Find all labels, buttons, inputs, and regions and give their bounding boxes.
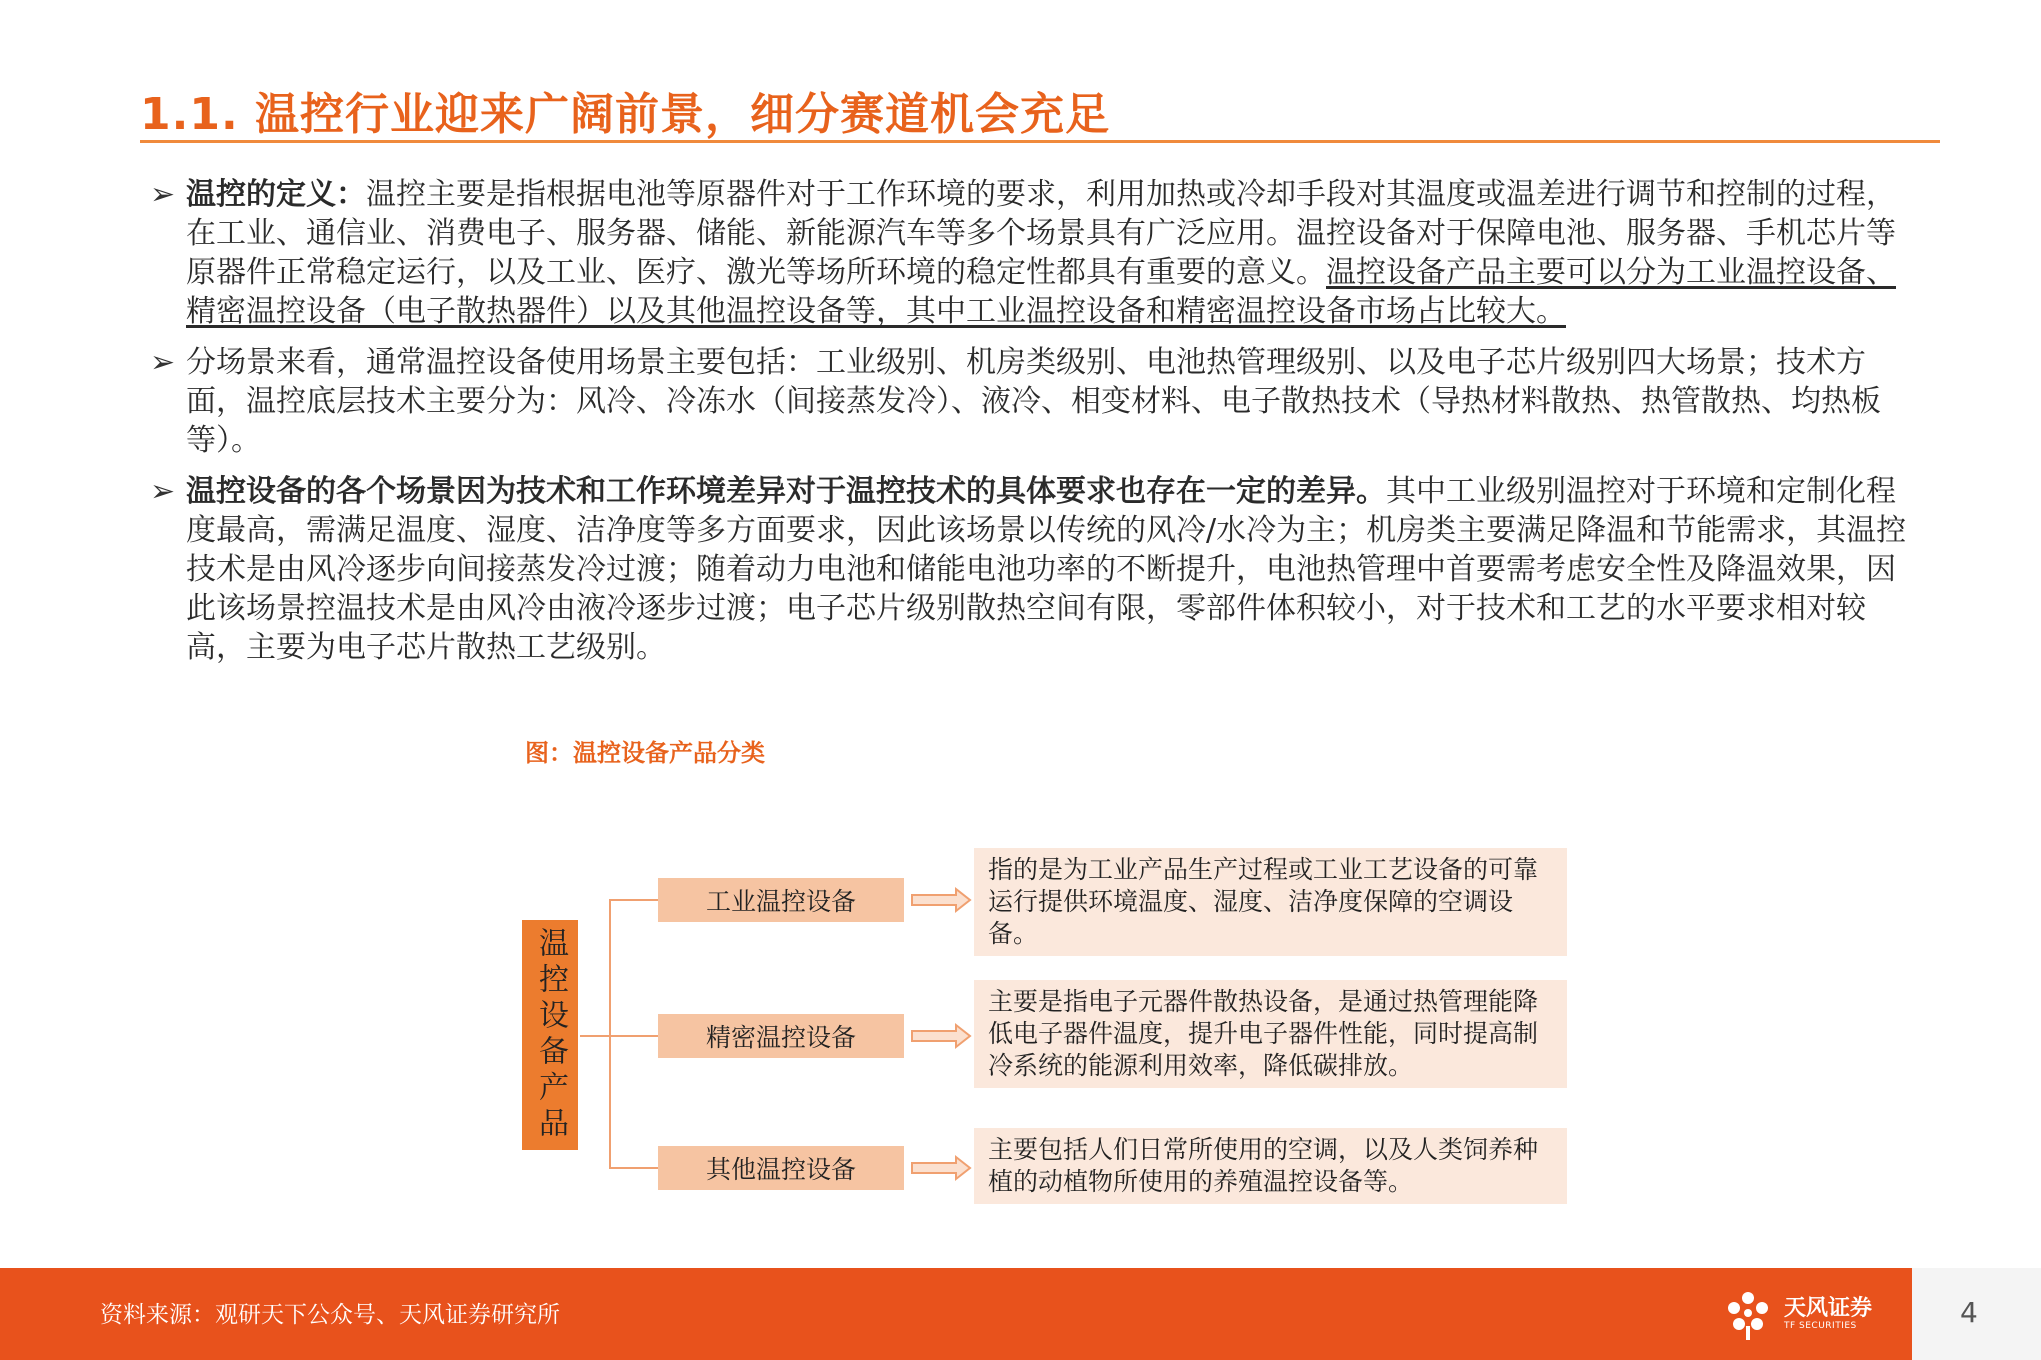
footer-bar [0, 1268, 2041, 1360]
arrow-bullet-icon: ➢ [150, 474, 176, 509]
bullet-definition-heading: 温控的定义： [186, 177, 366, 212]
bullet-definition-text: 温控主要是指根据电池等原器件对于工作环境的要求，利用加热或冷却手段对其温度或温差进行调节和控制的过程，在工业、通信业、消费电子、服务器、储能、新能源汽车等多个场景具有广泛应用。温控设备对于保障电池、服务器、手机芯片等原器件正常稳定运行，以及工业、医疗、激光等场所环境的稳定性都具有重要的意义。 [186, 177, 1896, 290]
arrow-icon [912, 889, 970, 1179]
category-other: 其他温控设备 [658, 1146, 904, 1190]
arrow-bullet-icon: ➢ [150, 345, 176, 380]
bullet-definition-underlined: 温控设备产品主要可以分为工业温控设备、精密温控设备（电子散热器件）以及其他温控设备等，其中工业温控设备和精密温控设备市场占比较大。 [186, 255, 1896, 329]
desc-other: 主要包括人们日常所使用的空调，以及人类饲养种植的动植物所使用的养殖温控设备等。 [974, 1128, 1567, 1204]
category-precision: 精密温控设备 [658, 1014, 904, 1058]
source-note: 资料来源：观研天下公众号、天风证券研究所 [100, 1302, 560, 1328]
bullet-scenarios-text: 分场景来看，通常温控设备使用场景主要包括：工业级别、机房类级别、电池热管理级别、以及电子芯片级别四大场景；技术方面，温控底层技术主要分为：风冷、冷冻水（间接蒸发冷）、液冷、相变材料、电子散热技术（导热材料散热、热管散热、均热板等）。 [186, 345, 1881, 458]
bullet-differences-text: 其中工业级别温控对于环境和定制化程度最高，需满足温度、湿度、洁净度等多方面要求，因此该场景以传统的风冷/水冷为主；机房类主要满足降温和节能需求，其温控技术是由风冷逐步向间接蒸发冷过渡；随着动力电池和储能电池功率的不断提升，电池热管理中首要需考虑安全性及降温效果，因此该场景控温技术是由风冷由液冷逐步过渡；电子芯片级别散热空间有限，零部件体积较小，对于技术和工艺的水平要求相对较高，主要为电子芯片散热工艺级别。 [186, 474, 1907, 665]
page-number: 4 [1960, 1296, 1978, 1329]
root-node [522, 920, 578, 1150]
category-industrial: 工业温控设备 [658, 878, 904, 922]
logo-subtext: TF SECURITIES [1784, 1321, 1857, 1331]
desc-precision: 主要是指电子元器件散热设备，是通过热管理能降低电子器件温度，提升电子器件性能，同时提高制冷系统的能源利用效率，降低碳排放。 [974, 980, 1567, 1088]
root-node-label: 温控设备产品 [533, 927, 568, 1143]
flower-logo-icon [1720, 1286, 1776, 1342]
arrow-bullet-icon: ➢ [150, 177, 176, 212]
desc-industrial: 指的是为工业产品生产过程或工业工艺设备的可靠运行提供环境温度、湿度、洁净度保障的空调设备。 [974, 848, 1567, 956]
logo-text: 天风证券 [1784, 1296, 1873, 1321]
page-title: 1.1. 温控行业迎来广阔前景，细分赛道机会充足 [140, 89, 1110, 140]
bullet-differences-heading: 温控设备的各个场景因为技术和工作环境差异对于温控技术的具体要求也存在一定的差异。 [186, 474, 1386, 509]
company-logo [1720, 1286, 1910, 1342]
figure-caption: 图：温控设备产品分类 [525, 739, 765, 767]
